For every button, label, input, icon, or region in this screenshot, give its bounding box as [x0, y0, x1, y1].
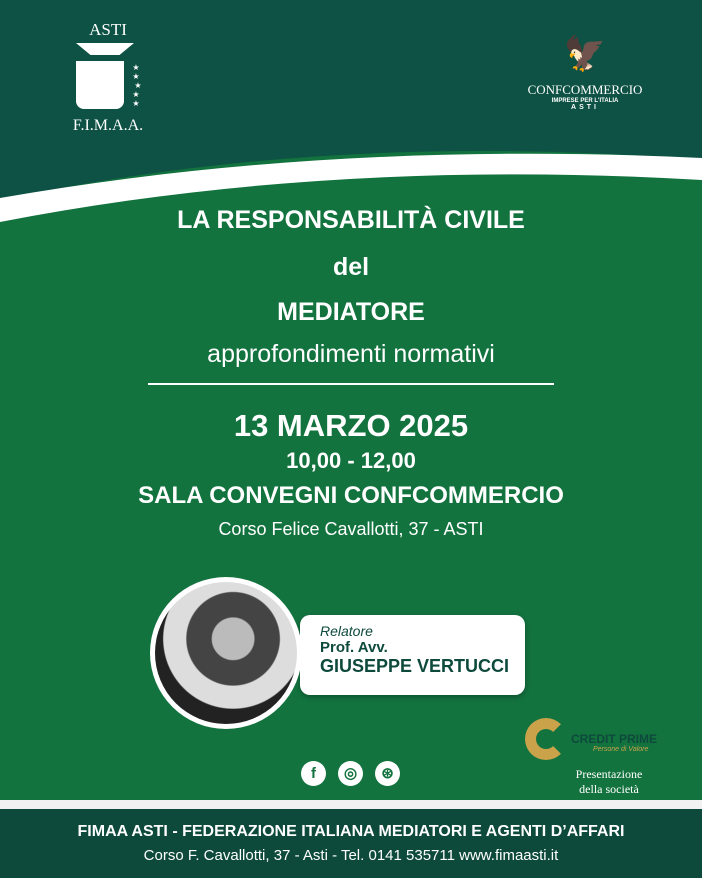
- footer: [0, 809, 702, 878]
- title-divider: [148, 383, 554, 385]
- sponsor-caption: Presentazione della società: [575, 767, 643, 796]
- instagram-icon[interactable]: ◎: [338, 761, 363, 786]
- footer-org: FIMAA ASTI - FEDERAZIONE ITALIANA MEDIATORI E AGENTI D’AFFARI: [77, 823, 625, 840]
- fimaa-logo: ASTI ★ ★ ★ ★ ★ F.I.M.A.A.: [72, 20, 144, 134]
- title-line-4: approfondimenti normativi: [207, 340, 495, 368]
- title-line-3: MEDIATORE: [277, 298, 425, 326]
- facebook-icon[interactable]: f: [301, 761, 326, 786]
- credit-prime-logo: CREDIT PRIME Persone di Valore: [525, 718, 675, 763]
- speaker-name: GIUSEPPE VERTUCCI: [320, 656, 510, 676]
- eagle-icon: 🦅: [563, 35, 607, 73]
- speaker-card: [300, 615, 525, 695]
- event-address: Corso Felice Cavallotti, 37 - ASTI: [218, 519, 484, 539]
- event-date: 13 MARZO 2025: [233, 408, 469, 443]
- speaker-photo: [150, 577, 302, 729]
- event-venue: SALA CONVEGNI CONFCOMMERCIO: [138, 482, 564, 509]
- speaker-title: Prof. Avv.: [320, 639, 388, 656]
- event-time: 10,00 - 12,00: [286, 448, 416, 473]
- title-line-1: LA RESPONSABILITÀ CIVILE: [177, 206, 525, 234]
- title-line-2: del: [332, 253, 370, 281]
- confcommercio-logo: 🦅 CONFCOMMERCIO IMPRESE PER L'ITALIA ASTI: [515, 30, 655, 111]
- footer-contact: Corso F. Cavallotti, 37 - Asti - Tel. 0141 535711 www.fimaasti.it: [143, 847, 559, 864]
- speaker-role: Relatore: [320, 623, 373, 639]
- footer-divider: [0, 800, 702, 809]
- dribbble-icon[interactable]: ⊛: [375, 761, 400, 786]
